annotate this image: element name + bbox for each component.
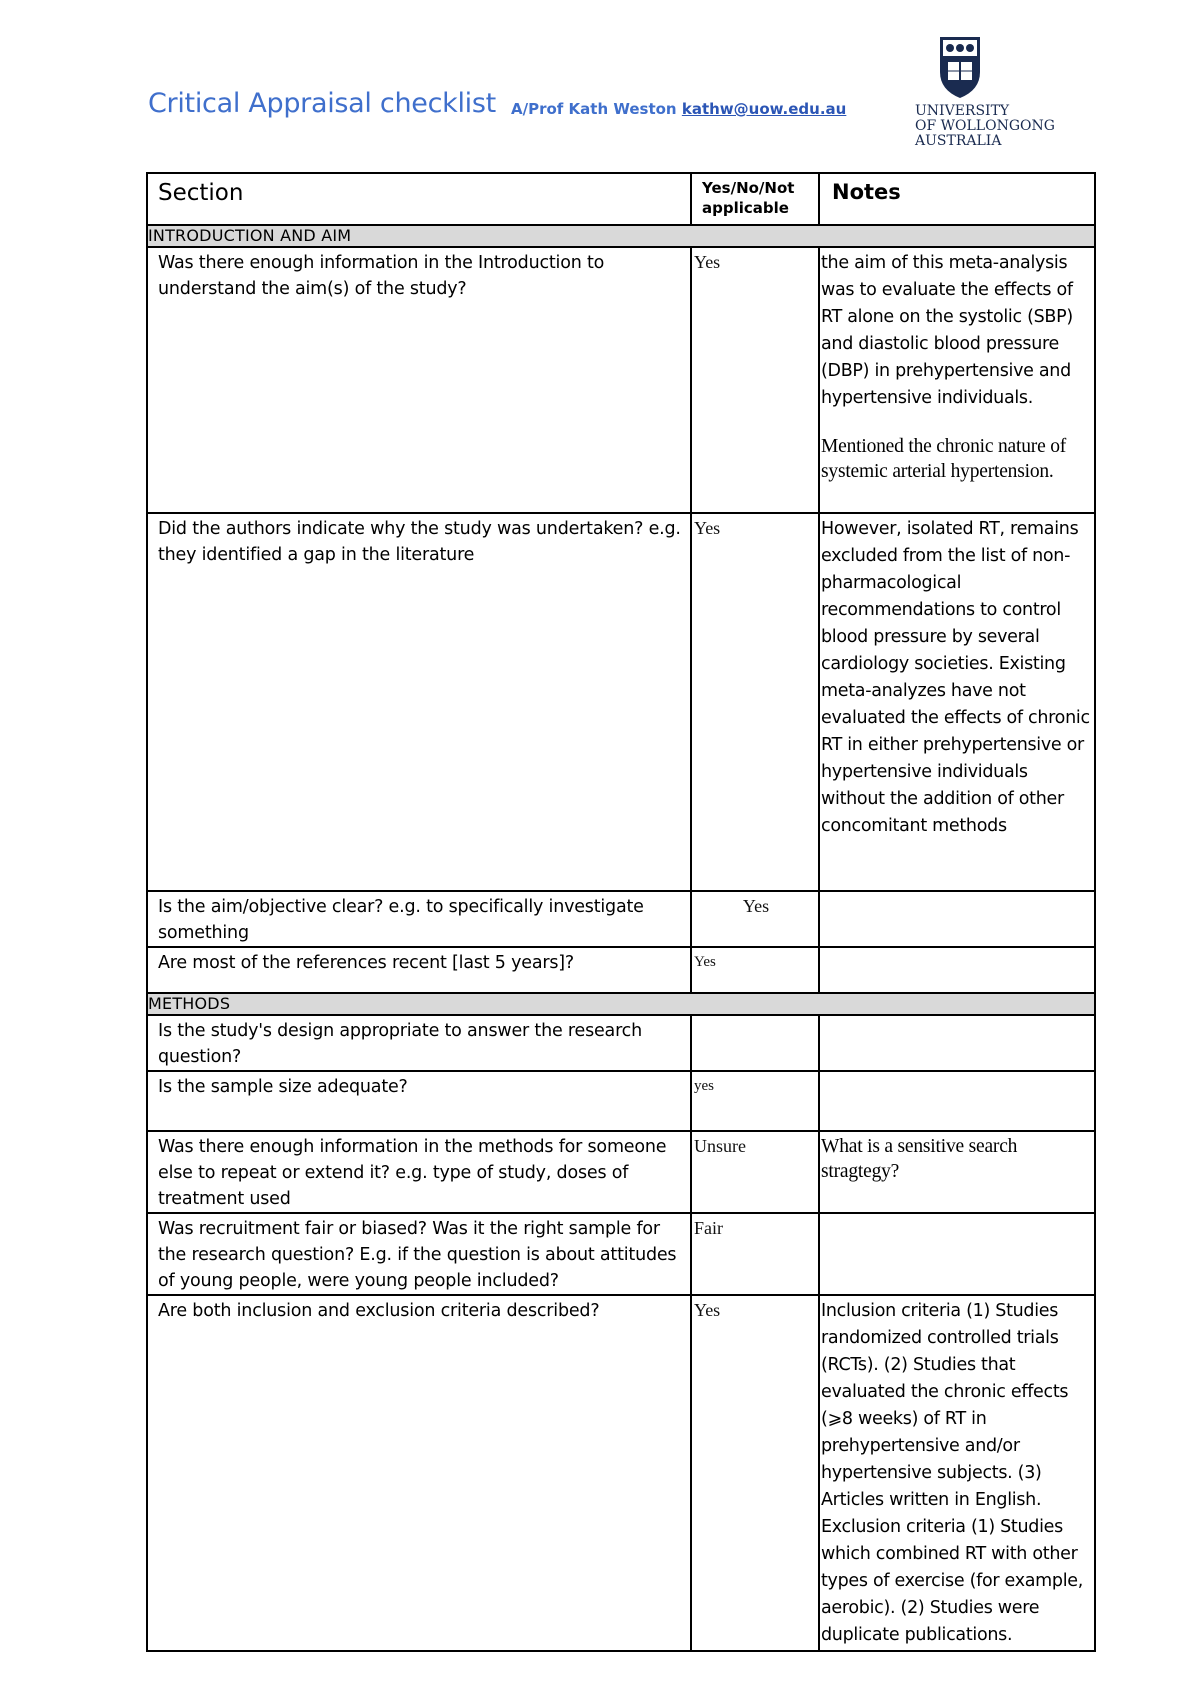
appraisal-table — [146, 172, 1096, 1652]
header-notes: Notes — [819, 173, 1095, 225]
question-cell: Did the authors indicate why the study was undertaken? e.g. they identified a gap in the literature — [147, 513, 691, 891]
question-cell: Was there enough information in the Introduction to understand the aim(s) of the study? — [147, 247, 691, 513]
author-line — [511, 100, 846, 118]
notes-cell[interactable]: Inclusion criteria (1) Studies randomized controlled trials (RCTs). (2) Studies that evaluated the chronic effects (⩾8 weeks) of RT in prehypertensive and/or hypertensive subjects. (3) Articles written in English. Exclusion criteria (1) Studies which combined RT with other types of exercise (for example, aerobic). (2) Studies were duplicate publications. — [819, 1295, 1095, 1651]
document-title: Critical Appraisal checklist — [148, 88, 496, 119]
table-row — [147, 1071, 1095, 1131]
university-wordmark — [915, 104, 1055, 149]
question-cell: Was recruitment fair or biased? Was it the right sample for the research question? E.g. if the question is about attitudes of young people, were young people included? — [147, 1213, 691, 1295]
answer-cell[interactable]: Yes — [691, 891, 819, 947]
author-email-link[interactable]: kathw@uow.edu.au — [681, 100, 847, 118]
university-logo — [915, 34, 1065, 154]
logo-line-2: OF WOLLONGONG — [915, 118, 1055, 134]
answer-cell[interactable]: Yes — [691, 947, 819, 993]
answer-cell[interactable]: yes — [691, 1071, 819, 1131]
notes-cell[interactable] — [819, 1213, 1095, 1295]
question-cell: Is the sample size adequate? — [147, 1071, 691, 1131]
table-row — [147, 1131, 1095, 1213]
table-header-row — [147, 173, 1095, 225]
notes-extra-text: Mentioned the chronic nature of systemic arterial hypertension. — [821, 436, 1067, 482]
table-row — [147, 947, 1095, 993]
question-cell: Are both inclusion and exclusion criteria described? — [147, 1295, 691, 1651]
university-crest-icon — [937, 34, 983, 100]
author-name: A/Prof Kath Weston — [511, 100, 677, 118]
header-answer: Yes/No/Not applicable — [691, 173, 819, 225]
notes-cell[interactable]: What is a sensitive search stragtegy? — [819, 1131, 1095, 1213]
table-row — [147, 1295, 1095, 1651]
question-cell: Are most of the references recent [last 5 years]? — [147, 947, 691, 993]
answer-cell[interactable]: Fair — [691, 1213, 819, 1295]
table-row — [147, 1213, 1095, 1295]
section-title: METHODS — [147, 993, 1095, 1015]
notes-cell[interactable] — [819, 1015, 1095, 1071]
notes-cell[interactable]: However, isolated RT, remains excluded from the list of non-pharmacological recommendations to control blood pressure by several cardiology societies. Existing meta-analyzes have not evaluated the effects of chronic RT in either prehypertensive or hypertensive individuals without the addition of other concomitant methods — [819, 513, 1095, 891]
notes-cell[interactable] — [819, 891, 1095, 947]
table-row — [147, 891, 1095, 947]
notes-cell[interactable] — [819, 1071, 1095, 1131]
answer-cell[interactable]: Yes — [691, 1295, 819, 1651]
notes-cell[interactable] — [819, 947, 1095, 993]
notes-cell[interactable] — [819, 247, 1095, 513]
logo-line-3: AUSTRALIA — [915, 133, 1002, 149]
notes-text: the aim of this meta-analysis was to evaluate the effects of RT alone on the systolic (SBP) and diastolic blood pressure (DBP) in prehypertensive and hypertensive individuals. — [821, 253, 1073, 408]
table-row — [147, 247, 1095, 513]
table-row — [147, 513, 1095, 891]
section-row — [147, 225, 1095, 247]
answer-cell[interactable]: Yes — [691, 513, 819, 891]
question-cell: Is the study's design appropriate to answer the research question? — [147, 1015, 691, 1071]
answer-cell[interactable]: Unsure — [691, 1131, 819, 1213]
table-row — [147, 1015, 1095, 1071]
section-row — [147, 993, 1095, 1015]
section-title: INTRODUCTION AND AIM — [147, 225, 1095, 247]
answer-cell[interactable] — [691, 1015, 819, 1071]
question-cell: Is the aim/objective clear? e.g. to specifically investigate something — [147, 891, 691, 947]
header-section: Section — [147, 173, 691, 225]
answer-cell[interactable]: Yes — [691, 247, 819, 513]
question-cell: Was there enough information in the methods for someone else to repeat or extend it? e.g. type of study, doses of treatment used — [147, 1131, 691, 1213]
logo-line-1: UNIVERSITY — [915, 103, 1010, 119]
